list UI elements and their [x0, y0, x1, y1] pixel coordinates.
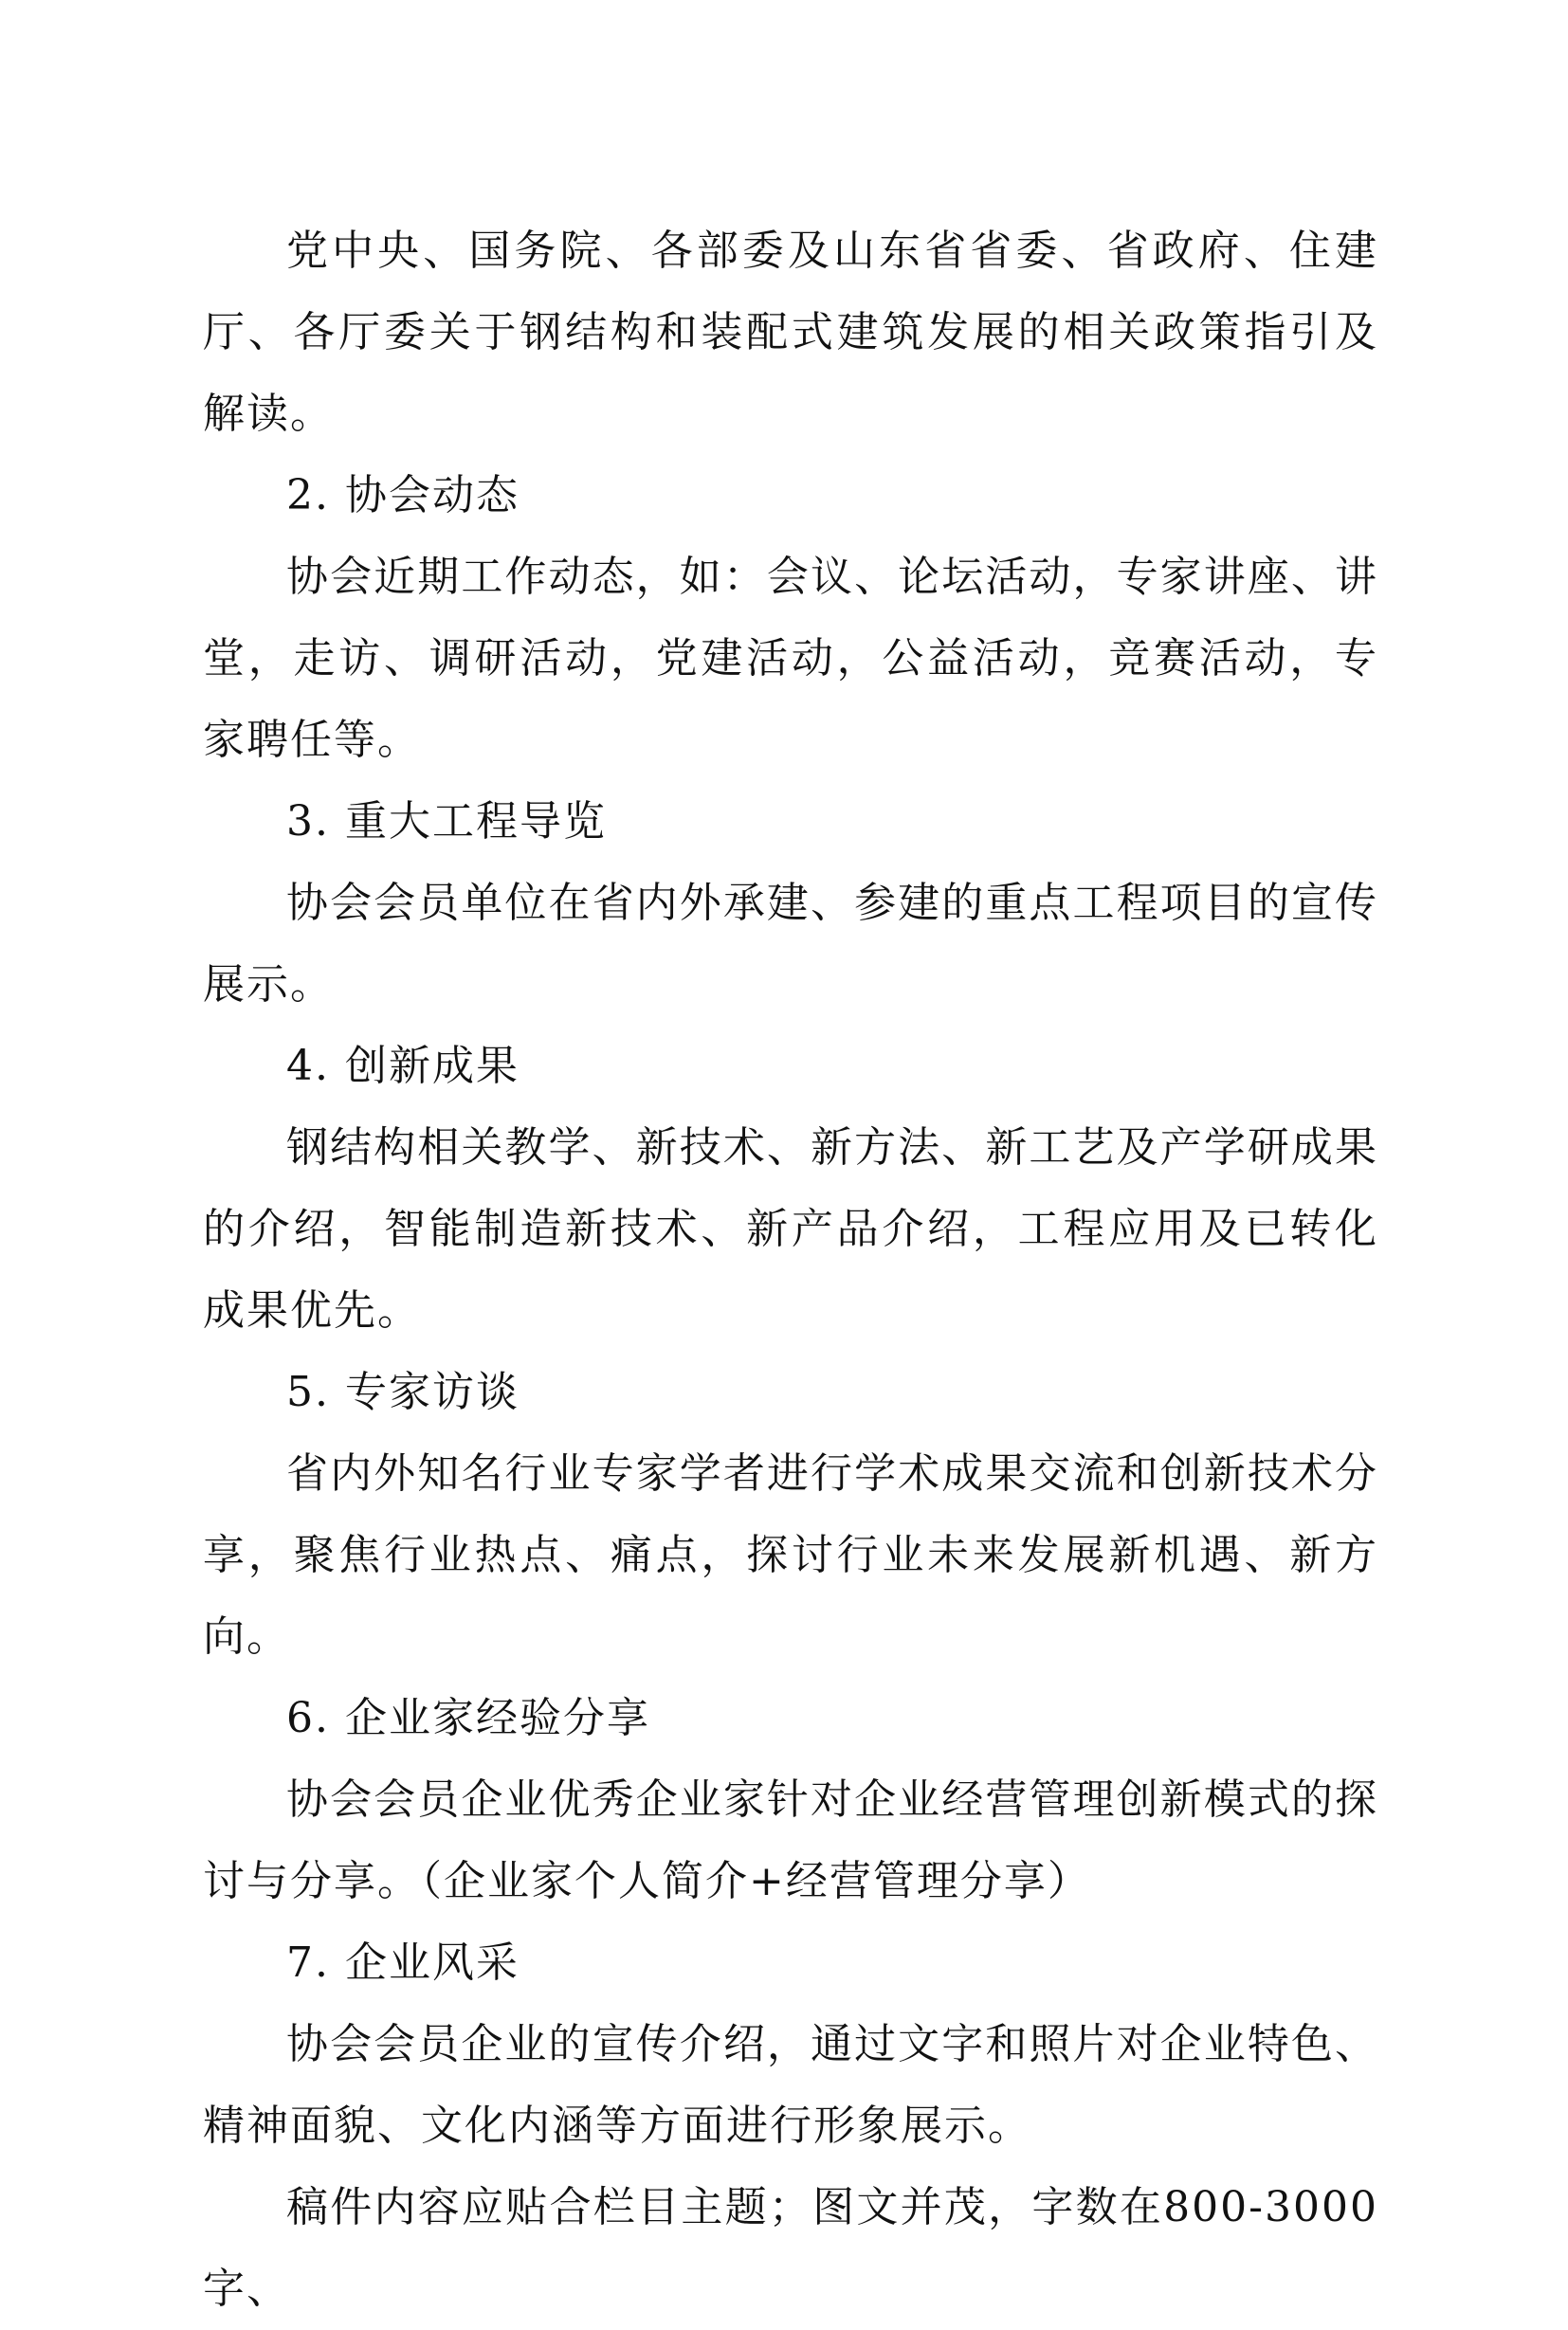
- section-heading-association-news: 2. 协会动态: [286, 471, 520, 519]
- section-heading-enterprise-showcase: 7. 企业风采: [286, 1939, 520, 1987]
- enterprise-showcase-paragraph: 协会会员企业的宣传介绍，通过文字和照片对企业特色、精神面貌、文化内涵等方面进行形象展示。: [203, 2020, 1378, 2150]
- submission-requirements-paragraph: 稿件内容应贴合栏目主题；图文并茂，字数在800-3000字、: [203, 2183, 1378, 2313]
- association-news-paragraph: 协会近期工作动态，如：会议、论坛活动，专家讲座、讲堂，走访、调研活动，党建活动，公益活动，竞赛活动，专家聘任等。: [203, 553, 1378, 764]
- entrepreneur-sharing-paragraph: 协会会员企业优秀企业家针对企业经营管理创新模式的探讨与分享。（企业家个人简介+经营管理分享）: [203, 1775, 1378, 1905]
- expert-interviews-paragraph: 省内外知名行业专家学者进行学术成果交流和创新技术分享，聚焦行业热点、痛点，探讨行业未来发展新机遇、新方向。: [203, 1449, 1378, 1661]
- section-heading-major-projects: 3. 重大工程导览: [286, 797, 607, 846]
- policy-paragraph: 党中央、国务院、各部委及山东省省委、省政府、住建厅、各厅委关于钢结构和装配式建筑发展的相关政策指引及解读。: [203, 227, 1378, 438]
- document-body: [203, 210, 1378, 2330]
- section-heading-expert-interviews: 5. 专家访谈: [286, 1368, 520, 1416]
- innovation-paragraph: 钢结构相关教学、新技术、新方法、新工艺及产学研成果的介绍，智能制造新技术、新产品介绍，工程应用及已转化成果优先。: [203, 1123, 1378, 1335]
- major-projects-paragraph: 协会会员单位在省内外承建、参建的重点工程项目的宣传展示。: [203, 879, 1378, 1009]
- section-heading-entrepreneur-sharing: 6. 企业家经验分享: [286, 1694, 650, 1742]
- section-heading-innovation: 4. 创新成果: [286, 1042, 520, 1090]
